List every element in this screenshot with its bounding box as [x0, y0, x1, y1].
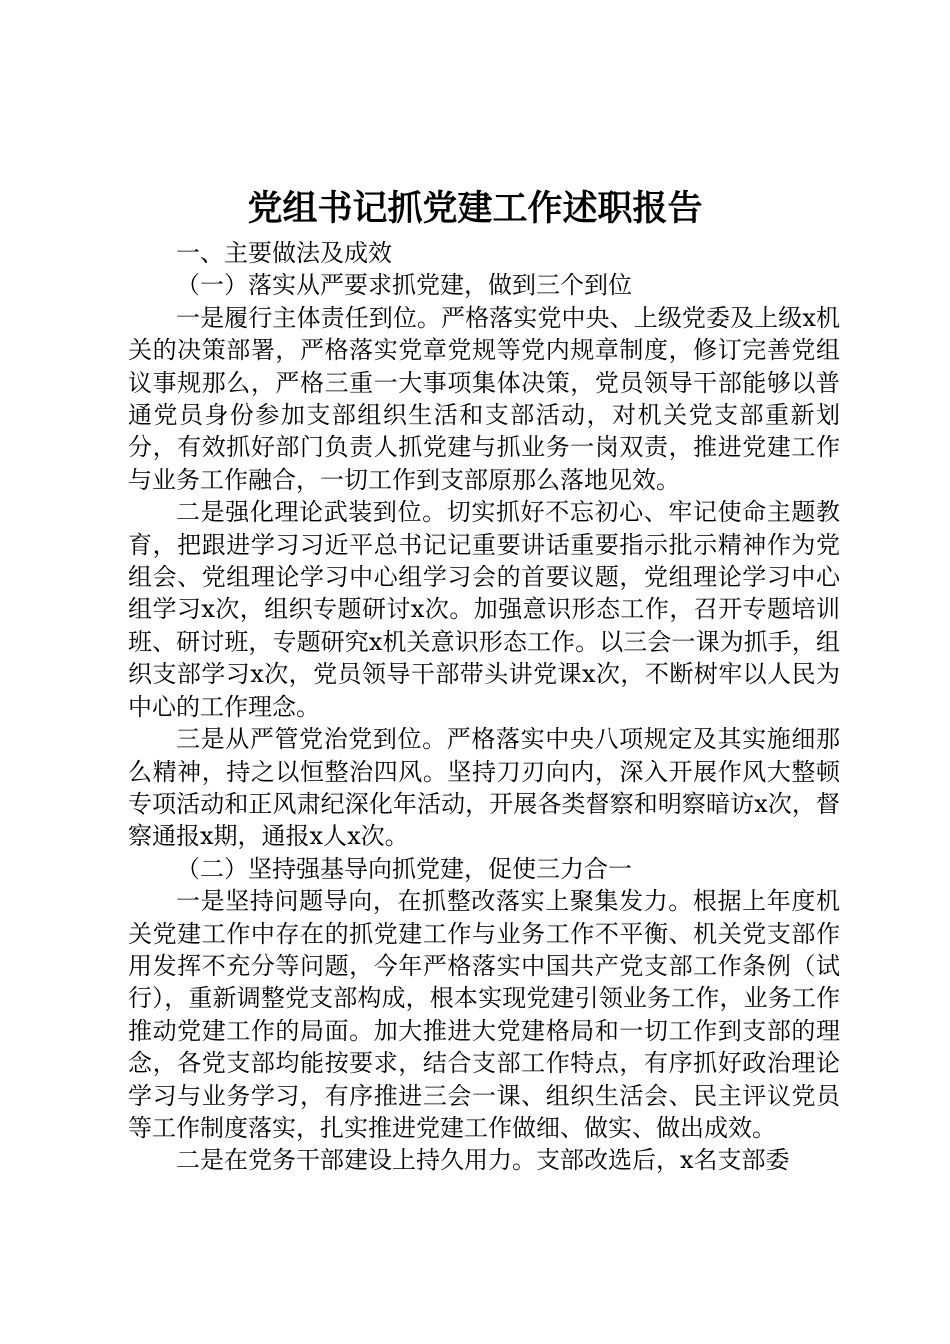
paragraph-2: 二是强化理论武装到位。切实抓好不忘初心、牢记使命主题教育，把跟进学习习近平总书记记重要讲话重要指示批示精神作为党组会、党组理论学习中心组学习会的首要议题，党组理论学习中心组学习x次，组织专题研讨x次。加强意识形态工作，召开专题培训班、研讨班，专题研究x机关意识形态工作。以三会一课为抓手，组织支部学习x次，党员领导干部带头讲党课x次，不断树牢以人民为中心的工作理念。: [128, 498, 840, 721]
paragraph-1: 一是履行主体责任到位。严格落实党中央、上级党委及上级x机关的决策部署，严格落实党章党规等党内规章制度，修订完善党组议事规那么，严格三重一大事项集体决策，党员领导干部能够以普通党员身份参加支部组织生活和支部活动，对机关党支部重新划分，有效抓好部门负责人抓党建与抓业务一岗双责，推进党建工作与业务工作融合，一切工作到支部原那么落地见效。: [128, 303, 840, 494]
section-heading-1: 一、主要做法及成效: [176, 239, 392, 267]
document-body: [128, 237, 840, 1177]
subsection-heading-1: （一）落实从严要求抓党建，做到三个到位: [176, 271, 632, 300]
paragraph-4: 一是坚持问题导向，在抓整改落实上聚集发力。根据上年度机关党建工作中存在的抓党建工作与业务工作不平衡、机关党支部作用发挥不充分等问题，今年严格落实中国共产党支部工作条例（试行），重新调整党支部构成，根本实现党建引领业务工作，业务工作推动党建工作的局面。加大推进大党建格局和一切工作到支部的理念，各党支部均能按要求，结合支部工作特点，有序抓好政治理论学习与业务学习，有序推进三会一课、组织生活会、民主评议党员等工作制度落实，扎实推进党建工作做细、做实、做出成效。: [128, 887, 840, 1142]
document-title: 党组书记抓党建工作述职报告: [247, 188, 703, 229]
paragraph-3: 三是从严管党治党到位。严格落实中央八项规定及其实施细那么精神，持之以恒整治四风。坚持刀刃向内，深入开展作风大整顿专项活动和正风肃纪深化年活动，开展各类督察和明察暗访x次，督察通报x期，通报x人x次。: [128, 725, 840, 851]
subsection-heading-2: （二）坚持强基导向抓党建，促使三力合一: [176, 854, 632, 883]
paragraph-5: 二是在党务干部建设上持久用力。支部改选后，x名支部委: [176, 1146, 790, 1175]
